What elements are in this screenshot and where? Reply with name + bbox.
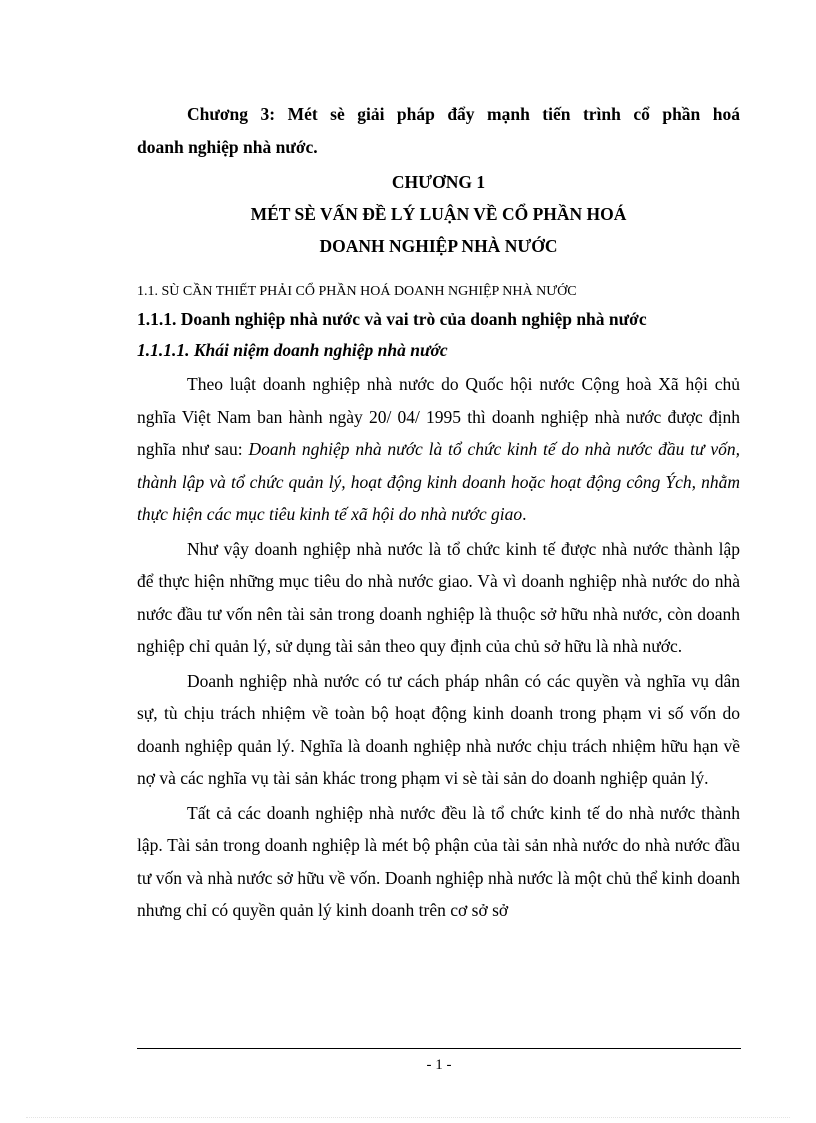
section-1-1-1-1-heading: 1.1.1.1. Khái niệm doanh nghiệp nhà nước (137, 340, 448, 360)
chapter3-heading-line2: doanh nghiệp nhà nước. (137, 137, 318, 157)
page-edge-divider (26, 1117, 790, 1118)
chapter1-label: CHƯƠNG 1 (391, 172, 486, 192)
footer-rule (137, 1048, 741, 1049)
chapter3-heading-line1: Chương 3: Mét sè giải pháp đẩy mạnh tiến trình cổ phần hoá (187, 104, 740, 124)
paragraph-4: Tất cả các doanh nghiệp nhà nước đều là tổ chức kinh tế do nhà nước thành lập. Tài sản trong doanh nghiệp là mét bộ phận của tài sản nhà nước do nhà nước đầu tư vốn và nhà nước sở hữu về vốn. Doanh nghiệp nhà nước là một chủ thể kinh doanh nhưng chỉ có quyền quản lý kinh doanh trên cơ sở sở (137, 802, 740, 920)
page-body (137, 98, 740, 929)
chapter1-title-line2: DOANH NGHIỆP NHÀ NƯỚC (319, 236, 558, 256)
paragraph-1-text: Theo luật doanh nghiệp nhà nước do Quốc hội nước Cộng hoà Xã hội chủ nghĩa Việt Nam ban hành ngày 20/ 04/ 1995 thì doanh nghiệp nhà nước được định nghĩa như sau: (137, 374, 740, 459)
paragraph-1 (137, 368, 740, 531)
section-1-1-heading: 1.1. SÙ CẦN THIẾT PHẢI CỔ PHẦN HOÁ DOANH NGHIỆP NHÀ NƯỚC (137, 284, 577, 299)
chapter1-title-line1: MÉT SÈ VẤN ĐỀ LÝ LUẬN VỀ CỔ PHẦN HOÁ (250, 204, 627, 224)
paragraph-3: Doanh nghiệp nhà nước có tư cách pháp nhân có các quyền và nghĩa vụ dân sự, tù chịu trách nhiệm về toàn bộ hoạt động kinh doanh trong phạm vi số vốn do doanh nghiệp quản lý. Nghĩa là doanh nghiệp nhà nước chịu trách nhiệm hữu hạn về nợ và các nghĩa vụ tài sản khác trong phạm vi sè tài sản do doanh nghiệp quản lý. (137, 670, 740, 788)
page-number: - 1 - (426, 1057, 452, 1073)
section-1-1-1-heading: 1.1.1. Doanh nghiệp nhà nước và vai trò của doanh nghiệp nhà nước (137, 309, 647, 329)
paragraph-1-definition: Doanh nghiệp nhà nước là tổ chức kinh tế do nhà nước đầu tư vốn, thành lập và tổ chức quản lý, hoạt động kinh doanh hoặc hoạt động công Ých, nhằm thực hiện các mục tiêu kinh tế xã hội do nhà nước giao (137, 439, 740, 524)
paragraph-1-end: . (522, 504, 527, 524)
paragraph-2: Như vậy doanh nghiệp nhà nước là tổ chức kinh tế được nhà nước thành lập để thực hiện những mục tiêu do nhà nước giao. Và vì doanh nghiệp nhà nước do nhà nước đầu tư vốn nên tài sản trong doanh nghiệp là thuộc sở hữu nhà nước, còn doanh nghiệp chỉ quản lý, sử dụng tài sản theo quy định của chủ sở hữu là nhà nước. (137, 538, 740, 656)
